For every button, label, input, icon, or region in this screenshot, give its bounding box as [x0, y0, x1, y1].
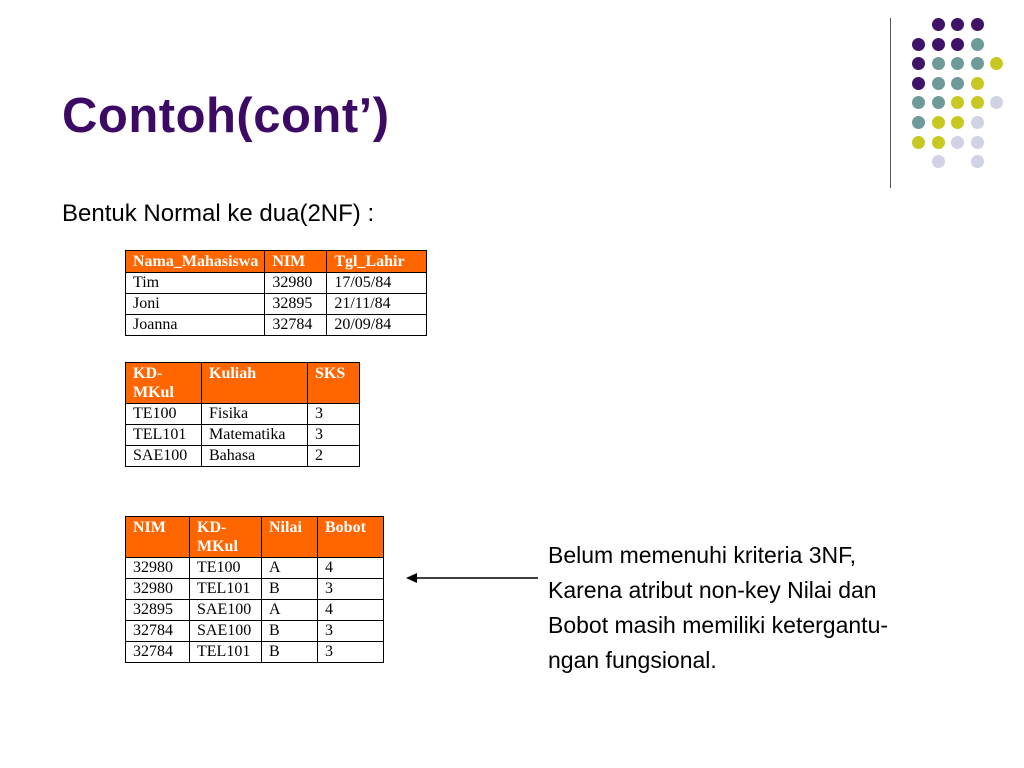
decorative-dot: [932, 77, 945, 90]
cell-bobot: 4: [318, 600, 384, 621]
cell-bobot: 3: [318, 579, 384, 600]
table-row: [126, 621, 384, 642]
cell-bobot: 4: [318, 558, 384, 579]
header-kd-mkul: KD-MKul: [126, 363, 202, 404]
header-nama-mahasiswa: Nama_Mahasiswa: [126, 251, 265, 273]
cell-nim: 32784: [126, 642, 190, 663]
decorative-dot: [951, 18, 964, 31]
decorative-dot: [951, 77, 964, 90]
decorative-dot: [990, 57, 1003, 70]
cell-nim: 32784: [126, 621, 190, 642]
decorative-dot: [912, 77, 925, 90]
table-row: [126, 404, 360, 425]
table-kuliah: [125, 362, 360, 467]
cell-nilai: B: [262, 621, 318, 642]
cell-nama: Tim: [126, 273, 265, 294]
table-row: [126, 315, 427, 336]
decorative-dot: [951, 136, 964, 149]
decorative-dot: [951, 57, 964, 70]
decorative-dot: [971, 155, 984, 168]
cell-nilai: A: [262, 558, 318, 579]
decorative-dot: [912, 38, 925, 51]
table-row: [126, 425, 360, 446]
decorative-dot: [912, 116, 925, 129]
table-row: [126, 558, 384, 579]
header-tgl-lahir: Tgl_Lahir: [327, 251, 427, 273]
decorative-dot: [932, 38, 945, 51]
cell-nim: 32980: [126, 558, 190, 579]
decorative-dot: [932, 96, 945, 109]
table-row: [126, 446, 360, 467]
annotation-line: Karena atribut non-key Nilai dan: [548, 577, 877, 603]
cell-kd-mkul: TEL101: [190, 642, 262, 663]
cell-bobot: 3: [318, 621, 384, 642]
cell-nama: Joanna: [126, 315, 265, 336]
decorative-dot: [971, 77, 984, 90]
left-arrow-icon: [404, 570, 540, 586]
decorative-dot: [932, 57, 945, 70]
table-header-row: [126, 517, 384, 558]
header-nilai: Nilai: [262, 517, 318, 558]
cell-nim: 32784: [265, 315, 327, 336]
cell-kuliah: Bahasa: [202, 446, 308, 467]
cell-kd-mkul: SAE100: [190, 621, 262, 642]
table-row: [126, 294, 427, 315]
decorative-dot: [971, 18, 984, 31]
cell-kd-mkul: SAE100: [126, 446, 202, 467]
cell-nilai: A: [262, 600, 318, 621]
slide-title: Contoh(cont’): [62, 89, 390, 143]
decorative-dot: [971, 96, 984, 109]
decorative-dot: [971, 116, 984, 129]
cell-nim: 32980: [126, 579, 190, 600]
decorative-dot: [932, 155, 945, 168]
table-mahasiswa: [125, 250, 427, 336]
annotation-line: Belum memenuhi kriteria 3NF,: [548, 542, 857, 568]
slide-subtitle: Bentuk Normal ke dua(2NF) :: [62, 200, 375, 227]
annotation-line: ngan fungsional.: [548, 647, 717, 673]
decorative-dot: [912, 96, 925, 109]
header-nim: NIM: [265, 251, 327, 273]
cell-sks: 3: [308, 404, 360, 425]
table-header-row: [126, 251, 427, 273]
cell-bobot: 3: [318, 642, 384, 663]
cell-sks: 3: [308, 425, 360, 446]
cell-kd-mkul: TE100: [126, 404, 202, 425]
annotation-text: [548, 538, 988, 678]
cell-kd-mkul: SAE100: [190, 600, 262, 621]
header-kuliah: Kuliah: [202, 363, 308, 404]
decorative-dot: [932, 18, 945, 31]
cell-nilai: B: [262, 579, 318, 600]
table-row: [126, 579, 384, 600]
cell-tgl-lahir: 20/09/84: [327, 315, 427, 336]
table-row: [126, 600, 384, 621]
annotation-line: Bobot masih memiliki ketergantu-: [548, 612, 889, 638]
cell-nim: 32895: [126, 600, 190, 621]
cell-nim: 32895: [265, 294, 327, 315]
cell-kd-mkul: TEL101: [190, 579, 262, 600]
cell-kd-mkul: TE100: [190, 558, 262, 579]
decorative-dot: [951, 38, 964, 51]
decorative-dot: [971, 38, 984, 51]
decorative-dot: [932, 116, 945, 129]
cell-nilai: B: [262, 642, 318, 663]
decorative-dot: [990, 96, 1003, 109]
decorative-dot: [951, 116, 964, 129]
header-bobot: Bobot: [318, 517, 384, 558]
table-row: [126, 273, 427, 294]
cell-nama: Joni: [126, 294, 265, 315]
decorative-dot: [971, 57, 984, 70]
decorative-dot: [912, 57, 925, 70]
decorative-dot: [971, 136, 984, 149]
decorative-dot: [932, 136, 945, 149]
header-sks: SKS: [308, 363, 360, 404]
decorative-dot: [951, 96, 964, 109]
decorative-divider: [890, 18, 891, 188]
cell-kuliah: Fisika: [202, 404, 308, 425]
cell-kd-mkul: TEL101: [126, 425, 202, 446]
cell-nim: 32980: [265, 273, 327, 294]
table-header-row: [126, 363, 360, 404]
header-nim: NIM: [126, 517, 190, 558]
cell-kuliah: Matematika: [202, 425, 308, 446]
cell-sks: 2: [308, 446, 360, 467]
table-row: [126, 642, 384, 663]
table-nilai: [125, 516, 384, 663]
cell-tgl-lahir: 17/05/84: [327, 273, 427, 294]
header-kd-mkul: KD-MKul: [190, 517, 262, 558]
decorative-dot: [912, 136, 925, 149]
cell-tgl-lahir: 21/11/84: [327, 294, 427, 315]
